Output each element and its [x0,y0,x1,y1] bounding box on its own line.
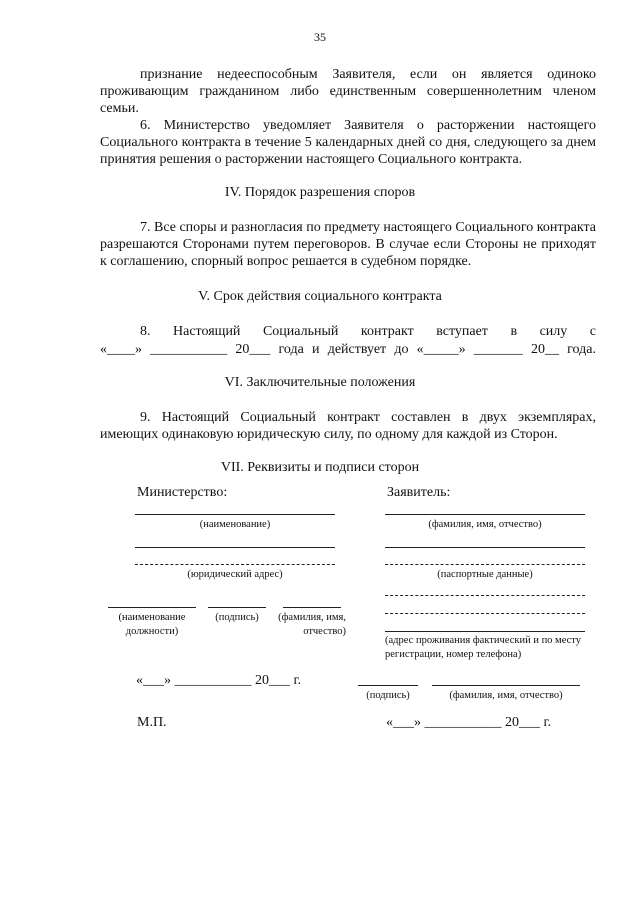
paragraph-7: 7. Все споры и разногласия по предмету настоящего Социального контракта разрешаются Сторонами путем переговоров. В случае если Стороны не приходят к соглашению, спорный вопрос решается в судебном порядке. [100,220,596,269]
applicant-date-line: «___» ___________ 20___ г. [386,715,552,730]
stamp-label: М.П. [137,715,167,730]
page-number: 35 [314,30,326,44]
applicant-fio-caption-2: (фамилия, имя, отчество) [449,690,563,701]
section-heading-7: VII. Реквизиты и подписи сторон [220,460,420,475]
paragraph-continuation: признание недееспособным Заявителя, если он является одиноко проживающим гражданином либо единственным совершеннолетним членом семьи. [100,67,596,116]
ministry-sign-caption: (подпись) [215,612,259,623]
ministry-fio-line [283,607,341,608]
ministry-fio-caption: (фамилия, имя, отчество) [278,612,346,637]
ministry-sign-line [208,607,266,608]
applicant-passport-line-2 [385,564,585,565]
ministry-position-line [108,607,196,608]
applicant-address-caption: (адрес проживания фактический и по месту регистрации, номер телефона) [385,635,581,660]
applicant-address-line-3 [385,631,585,632]
section-heading-6: VI. Заключительные положения [224,375,416,390]
paragraph-6: 6. Министерство уведомляет Заявителя о расторжении настоящего Социального контракта в течение 5 календарных дней со дня, следующего за днем принятия решения о расторжении настоящего Социального контракта. [100,118,596,167]
ministry-title: Министерство: [137,485,228,500]
ministry-name-caption: (наименование) [199,519,271,530]
applicant-address-line-2 [385,613,585,614]
applicant-title: Заявитель: [387,485,451,500]
ministry-position-caption: (наименование должности) [118,612,186,637]
ministry-address-line-2 [135,564,335,565]
applicant-address-line-1 [385,595,585,596]
applicant-passport-line-1 [385,547,585,548]
applicant-fio-sign-line [432,685,580,686]
ministry-date-line: «___» ___________ 20___ г. [136,673,302,688]
applicant-passport-caption: (паспортные данные) [437,569,533,580]
section-heading-4: IV. Порядок разрешения споров [224,185,416,200]
applicant-fio-caption: (фамилия, имя, отчество) [428,519,542,530]
ministry-address-line-1 [135,547,335,548]
paragraph-8-line-2: «____» ___________ 20___ года и действует до «_____» _______ 20__ года. [100,342,596,357]
section-heading-5: V. Срок действия социального контракта [198,289,442,304]
applicant-fio-line [385,514,585,515]
applicant-sign-line [358,685,418,686]
paragraph-8-line-1: 8. Настоящий Социальный контракт вступает в силу с [140,324,596,339]
paragraph-9: 9. Настоящий Социальный контракт составлен в двух экземплярах, имеющих одинаковую юридическую силу, по одному для каждой из Сторон. [100,410,596,442]
ministry-name-line [135,514,335,515]
ministry-address-caption: (юридический адрес) [187,569,283,580]
applicant-sign-caption: (подпись) [366,690,410,701]
